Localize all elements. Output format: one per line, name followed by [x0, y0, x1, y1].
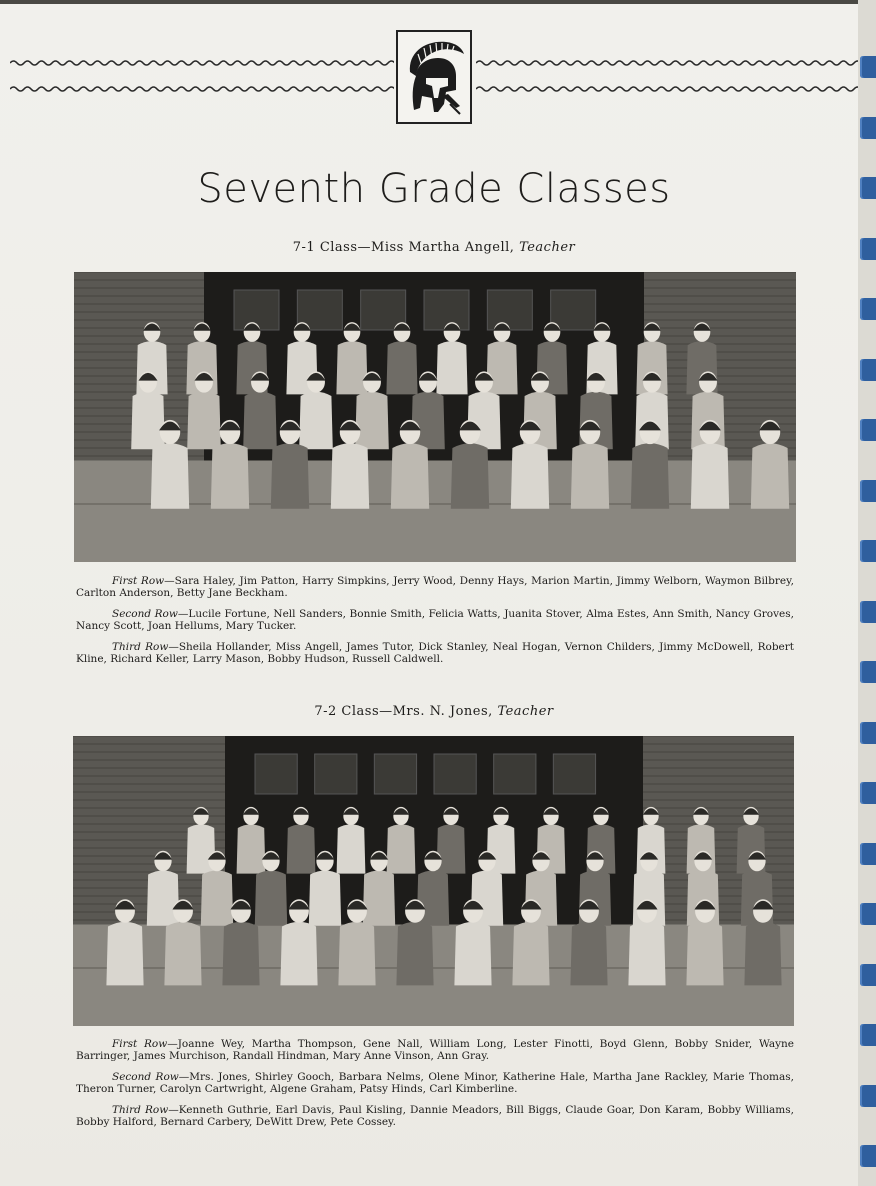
binding-ring	[860, 419, 876, 441]
caption-row	[76, 641, 794, 665]
row-names: —Lucile Fortune, Nell Sanders, Bonnie Smith, Felicia Watts, Juanita Stover, Alma Estes, Ann Smith, Nancy Groves, Nancy Scott, Joan Hellums, Mary Tucker.	[76, 608, 794, 632]
row-label: Third Row	[112, 641, 169, 653]
binding-ring	[860, 964, 876, 986]
class-photo-7-1	[74, 272, 796, 562]
school-logo	[396, 30, 472, 124]
caption-row	[76, 608, 794, 632]
caption-7-1	[76, 575, 794, 674]
wavy-rule-right-top	[476, 58, 858, 68]
caption-7-2	[76, 1038, 794, 1137]
row-names: —Joanne Wey, Martha Thompson, Gene Nall, William Long, Lester Finotti, Boyd Glenn, Bobby Snider, Wayne Barringer, James Murchison, Randall Hindman, Mary Anne Vinson, Ann Gray.	[76, 1038, 794, 1062]
binding-ring	[860, 56, 876, 78]
caption-row	[76, 575, 794, 599]
class-heading-7-1	[0, 240, 868, 255]
binding-ring	[860, 298, 876, 320]
class-heading-name: 7-1 Class—Miss Martha Angell,	[292, 240, 515, 255]
binding-ring	[860, 480, 876, 502]
wavy-rule-left-bottom	[10, 84, 394, 94]
class-photo-icon	[74, 272, 796, 562]
binding-ring	[860, 601, 876, 623]
class-photo-7-2	[73, 736, 794, 1026]
row-names: —Mrs. Jones, Shirley Gooch, Barbara Nelms, Olene Minor, Katherine Hale, Martha Jane Rackley, Marie Thomas, Theron Turner, Carolyn Cartwright, Algene Graham, Patsy Hinds, Carl Kimberline.	[76, 1071, 795, 1095]
row-names: —Kenneth Guthrie, Earl Davis, Paul Kisling, Dannie Meadors, Bill Biggs, Claude Goar, Don Karam, Bobby Williams, Bobby Halford, Bernard Carbery, DeWitt Drew, Pete Cossey.	[76, 1104, 794, 1128]
row-label: First Row	[112, 1038, 168, 1050]
caption-row	[76, 1104, 794, 1128]
class-heading-role: Teacher	[497, 704, 554, 719]
binding-ring	[860, 903, 876, 925]
page-title: Seventh Grade Classes	[197, 166, 671, 212]
page-top-edge	[0, 0, 876, 4]
binding-ring	[860, 843, 876, 865]
row-label: Third Row	[112, 1104, 169, 1116]
spartan-helmet-icon	[398, 32, 470, 122]
row-names: —Sheila Hollander, Miss Angell, James Tutor, Dick Stanley, Neal Hogan, Vernon Childers, Jimmy McDowell, Robert Kline, Richard Keller, Larry Mason, Bobby Hudson, Russell Caldwell.	[76, 641, 794, 665]
binding-ring	[860, 540, 876, 562]
binding-ring	[860, 1145, 876, 1167]
caption-row	[76, 1038, 794, 1062]
binding-ring	[860, 1024, 876, 1046]
binding-ring	[860, 661, 876, 683]
binding-ring	[860, 722, 876, 744]
row-label: First Row	[112, 575, 165, 587]
wavy-rule-right-bottom	[476, 84, 858, 94]
row-label: Second Row	[112, 608, 178, 620]
row-names: —Sara Haley, Jim Patton, Harry Simpkins, Jerry Wood, Denny Hays, Marion Martin, Jimmy Welborn, Waymon Bilbrey, Carlton Anderson, Betty Jane Beckham.	[76, 575, 794, 599]
wavy-rule-left-top	[10, 58, 394, 68]
binding-ring	[860, 117, 876, 139]
class-heading-7-2	[0, 704, 868, 719]
binding-ring	[860, 782, 876, 804]
class-heading-name: 7-2 Class—Mrs. N. Jones,	[314, 704, 493, 719]
class-heading-role: Teacher	[519, 240, 576, 255]
row-label: Second Row	[112, 1071, 179, 1083]
binding-ring	[860, 1085, 876, 1107]
class-photo-icon	[73, 736, 794, 1026]
caption-row	[76, 1071, 794, 1095]
binding-ring	[860, 359, 876, 381]
